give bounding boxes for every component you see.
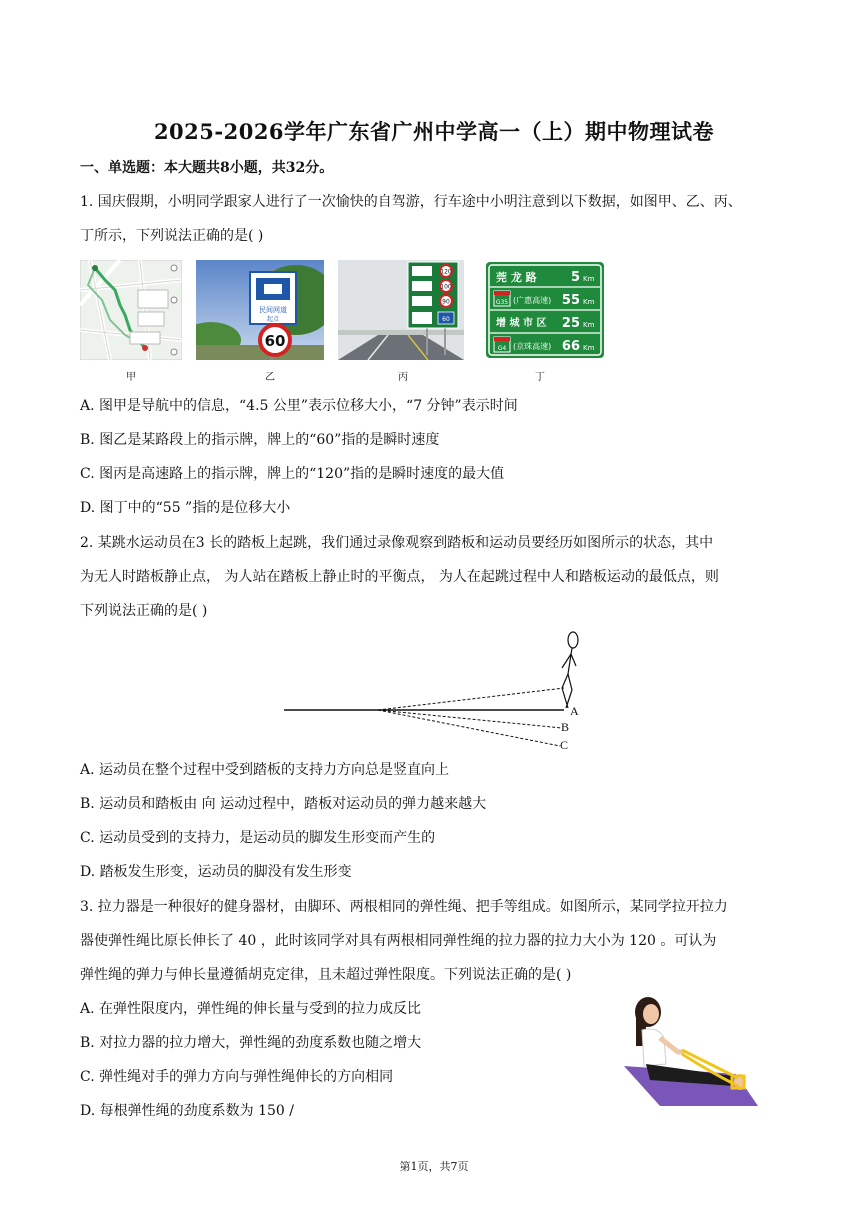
q2-option-d: D. 踏板发生形变，运动员的脚没有发生形变 — [80, 864, 352, 880]
q1-option-d: D. 图丁中的“55 ”指的是位移大小 — [80, 500, 291, 516]
q3-expander-figure — [620, 994, 762, 1110]
bing-speed-2: 100 — [440, 283, 452, 291]
ding-row4-badge: G4 — [497, 345, 507, 352]
ding-row2-name: (广惠高速) — [513, 296, 552, 305]
caption-jia: 甲 — [126, 372, 136, 383]
q1-option-b: B. 图乙是某路段上的指示牌，牌上的“60”指的是瞬时速度 — [80, 432, 440, 448]
q2-option-b: B. 运动员和踏板由 向 运动过程中，踏板对运动员的弹力越来越大 — [80, 796, 487, 812]
bing-speed-small: 60 — [442, 316, 450, 323]
yi-sign-speed: 60 — [264, 332, 286, 350]
q2-diving-board-figure — [282, 628, 592, 754]
q1-figure-bing-sign — [338, 260, 464, 360]
q2-option-a: A. 运动员在整个过程中受到踏板的支持力方向总是竖直向上 — [80, 762, 450, 778]
q3-stem-line2: 器使弹性绳比原长伸长了 40 ，此时该同学对具有两根相同弹性绳的拉力器的拉力大小为 120 。可认为 — [80, 933, 717, 949]
ding-row3-unit: Km — [583, 321, 595, 329]
q1-figure-ding-sign — [486, 262, 604, 358]
section-heading: 一、单选题：本大题共8小题，共32分。 — [80, 160, 334, 176]
ding-row2-dist: 55 — [561, 293, 580, 308]
q1-figure-jia-map — [80, 260, 182, 360]
q1-option-c: C. 图丙是高速路上的指示牌，牌上的“120”指的是瞬时速度的最大值 — [80, 466, 505, 482]
q3-stem-line1: 3. 拉力器是一种很好的健身器材，由脚环、两根相同的弹性绳、把手等组成。如图所示，某同学拉开拉力 — [80, 899, 728, 915]
q3-option-c: C. 弹性绳对手的弹力方向与弹性绳伸长的方向相同 — [80, 1069, 394, 1085]
q1-option-a: A. 图甲是导航中的信息，“4.5 公里”表示位移大小，“7 分钟”表示时间 — [80, 398, 518, 414]
yi-sign-bottom-text: 起点 — [266, 316, 280, 323]
ding-row1-unit: Km — [583, 275, 595, 283]
bing-speed-3: 90 — [442, 298, 450, 306]
q2-stem-line2: 为无人时踏板静止点， 为人站在踏板上静止时的平衡点， 为人在起跳过程中人和踏板运动的最低点，则 — [80, 569, 719, 585]
label-c: C — [560, 738, 569, 752]
label-a: A — [570, 704, 579, 718]
q1-figure-yi-sign — [196, 260, 324, 360]
q3-option-b: B. 对拉力器的拉力增大，弹性绳的劲度系数也随之增大 — [80, 1035, 422, 1051]
ding-row3-dist: 25 — [561, 316, 580, 331]
ding-row2-unit: Km — [583, 298, 595, 306]
ding-row2-badge: G35 — [495, 299, 509, 306]
ding-row4-name: (京珠高速) — [513, 342, 552, 351]
q3-option-a: A. 在弹性限度内，弹性绳的伸长量与受到的拉力成反比 — [80, 1001, 422, 1017]
q1-stem-line1: 1. 国庆假期，小明同学跟家人进行了一次愉快的自驾游，行车途中小明注意到以下数据，如图甲、乙、丙、 — [80, 194, 742, 210]
caption-yi: 乙 — [265, 372, 275, 383]
caption-bing: 丙 — [398, 372, 408, 383]
label-b: B — [561, 720, 570, 734]
page-footer: 第1页，共7页 — [399, 1160, 469, 1173]
ding-row1-name: 莞 龙 路 — [496, 271, 537, 284]
ding-row1-dist: 5 — [570, 270, 580, 285]
ding-row3-name: 增 城 市 区 — [496, 318, 547, 329]
ding-row4-unit: Km — [583, 344, 595, 352]
ding-row4-dist: 66 — [561, 339, 580, 354]
yi-sign-top-text: 民间网道 — [259, 306, 287, 314]
q2-stem-line3: 下列说法正确的是( ) — [80, 603, 208, 619]
q2-stem-line1: 2. 某跳水运动员在3 长的踏板上起跳，我们通过录像观察到踏板和运动员要经历如图所示的状态，其中 — [80, 535, 714, 551]
page-title: 2025-2026学年广东省广州中学高一（上）期中物理试卷 — [153, 119, 715, 144]
caption-ding: 丁 — [535, 372, 545, 383]
q1-stem-line2: 丁所示，下列说法正确的是( ) — [80, 228, 264, 244]
q2-option-c: C. 运动员受到的支持力，是运动员的脚发生形变而产生的 — [80, 830, 436, 846]
q3-stem-line3: 弹性绳的弹力与伸长量遵循胡克定律，且未超过弹性限度。下列说法正确的是( ) — [80, 967, 572, 983]
q3-option-d: D. 每根弹性绳的劲度系数为 150 / — [80, 1103, 294, 1119]
bing-speed-1: 120 — [440, 268, 452, 276]
